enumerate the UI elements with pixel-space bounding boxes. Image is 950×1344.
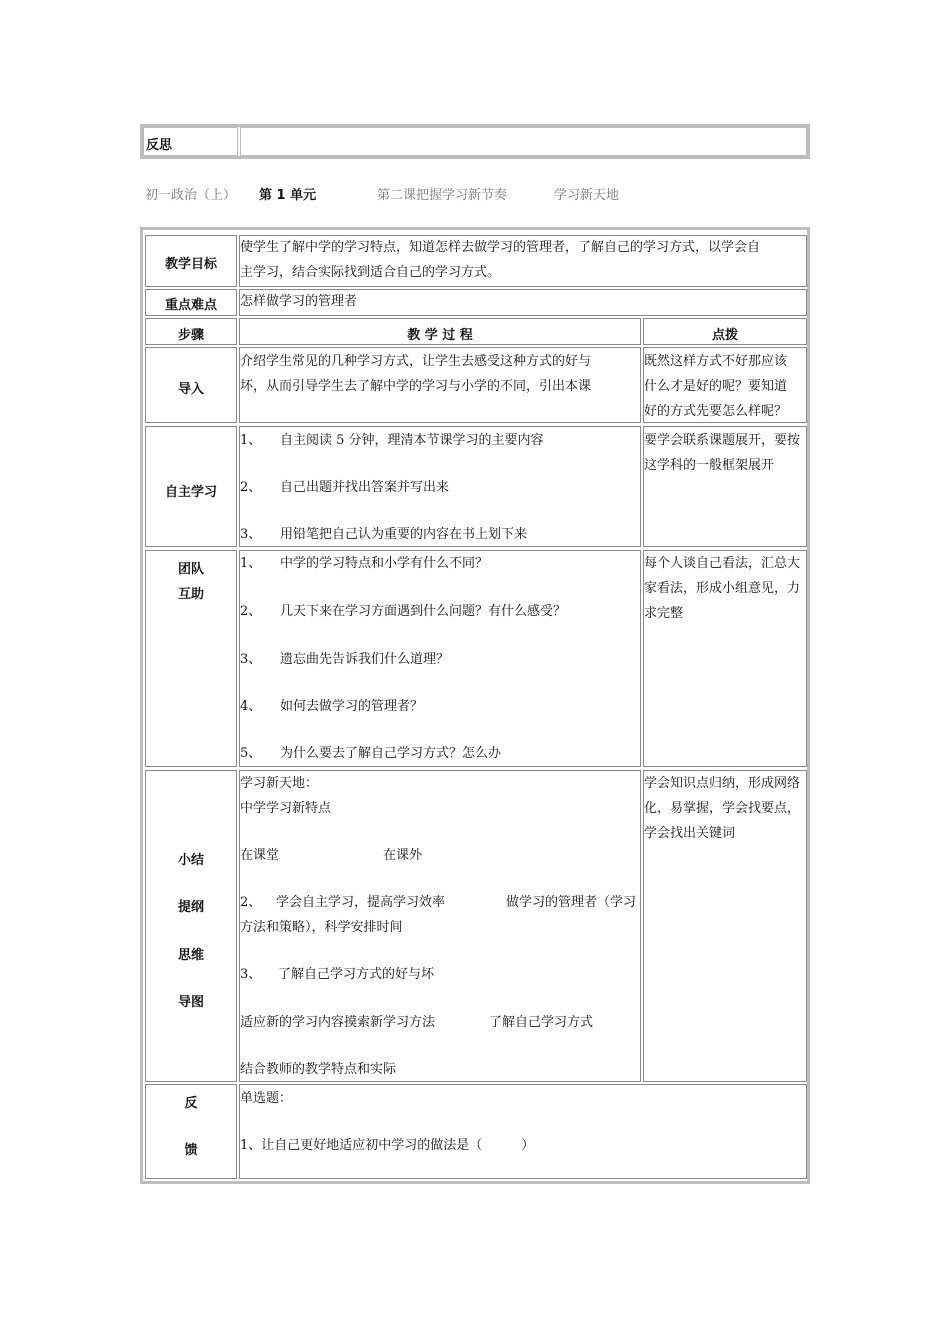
step-header: 步骤 — [177, 328, 204, 343]
key-label: 重点难点 — [164, 298, 217, 313]
summary-tips-line-1: 学会知识点归纳，形成网络 — [644, 776, 801, 791]
self-study-item-2-text: 自己出题并找出答案并写出来 — [280, 480, 450, 495]
team-item-5-text: 为什么要去了解自己学习方式？怎么办 — [280, 746, 502, 761]
team-item-4-num: 4、 — [240, 699, 262, 714]
team-item-4-text: 如何去做学习的管理者？ — [280, 699, 424, 714]
summary-label-line-1: 小结 — [177, 853, 204, 868]
team-item-2-text: 几天下来在学习方面遇到什么问题？有什么感受？ — [280, 604, 567, 619]
summary-item-2-a: 学会自主学习，提高学习效率 — [276, 895, 446, 910]
summary-label-cell — [145, 770, 237, 1082]
team-label-line-2: 互助 — [177, 587, 204, 602]
summary-item-3-text: 了解自己学习方式的好与坏 — [278, 967, 435, 982]
feedback-label-line-2: 馈 — [184, 1143, 198, 1158]
team-tips-line-1: 每个人谈自己看法，汇总大 — [644, 556, 801, 571]
course-header — [145, 184, 745, 204]
feedback-question-1: 1、让自己更好地适应初中学习的做法是（ ） — [240, 1138, 535, 1153]
team-item-2-num: 2、 — [240, 604, 262, 619]
summary-label-line-3: 思维 — [177, 948, 204, 963]
summary-item-2 — [240, 891, 445, 915]
course-topic: 学习新天地 — [554, 188, 620, 203]
summary-label-line-4: 导图 — [177, 995, 204, 1010]
team-item-4 — [240, 695, 423, 719]
lesson-table — [140, 227, 810, 1184]
self-study-label: 自主学习 — [164, 485, 217, 500]
self-study-item-3-text: 用铅笔把自己认为重要的内容在书上划下来 — [280, 527, 528, 542]
self-study-item-3-num: 3、 — [240, 527, 262, 542]
summary-adapt-b: 了解自己学习方式 — [489, 1015, 594, 1030]
summary-tips-line-3: 学会找出关键词 — [644, 826, 736, 841]
summary-title: 学习新天地： — [240, 776, 319, 791]
summary-item-2-num: 2、 — [240, 895, 262, 910]
summary-tips-line-2: 化，易掌握，学会找要点， — [644, 801, 801, 816]
course-unit: 第 1 单元 — [259, 188, 317, 203]
team-item-5 — [240, 742, 501, 766]
team-item-5-num: 5、 — [240, 746, 262, 761]
reflection-table — [140, 124, 810, 159]
tips-header: 点拨 — [711, 328, 738, 343]
team-item-3 — [240, 648, 449, 672]
self-study-item-3 — [240, 523, 527, 547]
summary-adapt-a: 适应新的学习内容摸索新学习方法 — [240, 1015, 436, 1030]
feedback-label-line-1: 反 — [184, 1096, 198, 1111]
goal-line-1: 使学生了解中学的学习特点，知道怎样去做学习的管理者，了解自己的学习方式，以学会自 — [240, 240, 761, 255]
intro-tips-line-2: 什么才是好的呢？要知道 — [644, 379, 788, 394]
course-lesson: 第二课把握学习新节奏 — [377, 188, 508, 203]
feedback-title: 单选题： — [240, 1091, 293, 1106]
process-header: 教 学 过 程 — [407, 328, 473, 343]
intro-process-line-1: 介绍学生常见的几种学习方式，让学生去感受这种方式的好与 — [240, 354, 592, 369]
reflection-content-cell — [240, 127, 807, 156]
team-item-2 — [240, 600, 566, 624]
team-item-3-text: 遗忘曲先告诉我们什么道理？ — [280, 652, 450, 667]
goal-line-2: 主学习，结合实际找到适合自己的学习方式。 — [240, 265, 501, 280]
team-item-1 — [240, 552, 488, 576]
summary-sub: 中学学习新特点 — [240, 801, 332, 816]
feedback-content-cell — [239, 1084, 807, 1179]
intro-process-line-2: 坏，从而引导学生去了解中学的学习与小学的不同，引出本课 — [240, 379, 592, 394]
summary-item-2-c: 方法和策略），科学安排时间 — [240, 920, 403, 935]
course-subject: 初一政治（上） — [145, 188, 237, 203]
self-study-tips-line-1: 要学会联系课题展开，要按 — [644, 433, 801, 448]
reflection-label: 反思 — [146, 138, 173, 153]
team-item-1-text: 中学的学习特点和小学有什么不同？ — [280, 556, 489, 571]
self-study-item-2-num: 2、 — [240, 480, 262, 495]
summary-out-class: 在课外 — [383, 848, 423, 863]
team-item-3-num: 3、 — [240, 652, 262, 667]
key-content: 怎样做学习的管理者 — [240, 294, 358, 309]
team-tips-line-3: 求完整 — [644, 606, 684, 621]
summary-combine: 结合教师的教学特点和实际 — [240, 1062, 397, 1077]
team-label-line-1: 团队 — [177, 562, 204, 577]
self-study-item-1-num: 1、 — [240, 433, 262, 448]
intro-tips-line-3: 好的方式先要怎么样呢？ — [644, 404, 788, 419]
self-study-item-2 — [240, 476, 449, 500]
intro-tips-line-1: 既然这样方式不好那应该 — [644, 354, 788, 369]
goal-label: 教学目标 — [164, 257, 217, 272]
intro-label: 导入 — [177, 382, 204, 397]
summary-item-3 — [240, 963, 434, 987]
team-tips-line-2: 家看法，形成小组意见，力 — [644, 581, 801, 596]
summary-item-3-num: 3、 — [240, 967, 262, 982]
self-study-item-1 — [240, 429, 544, 453]
summary-in-class: 在课堂 — [240, 848, 280, 863]
summary-label-line-2: 提纲 — [177, 900, 204, 915]
team-item-1-num: 1、 — [240, 556, 262, 571]
self-study-tips-line-2: 这学科的一般框架展开 — [644, 458, 775, 473]
summary-item-2-b: 做学习的管理者（学习 — [506, 895, 637, 910]
self-study-item-1-text: 自主阅读 5 分钟，理清本节课学习的主要内容 — [280, 433, 544, 448]
